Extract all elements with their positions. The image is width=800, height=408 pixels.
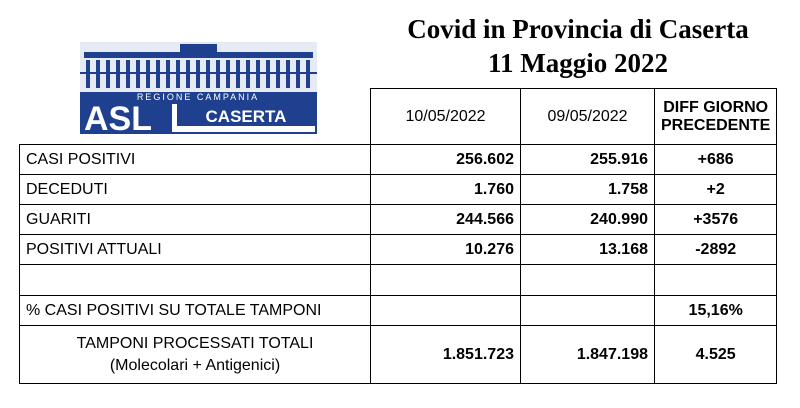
percent-row xyxy=(20,296,777,326)
header-row xyxy=(20,89,777,145)
title-line-1: Covid in Provincia di Caserta xyxy=(407,14,749,44)
empty-cell xyxy=(521,296,655,326)
header-diff-line-2: PRECEDENTE xyxy=(661,116,771,134)
tamponi-label-line-2: (Molecolari + Antigenici) xyxy=(109,356,281,374)
tamponi-value-date-1: 1.851.723 xyxy=(371,326,521,384)
row-value-date-2: 1.758 xyxy=(521,175,655,205)
table-row xyxy=(20,145,777,175)
row-label: CASI POSITIVI xyxy=(20,145,371,175)
logo-region-text: REGIONE CAMPANIA xyxy=(136,92,260,102)
table-row xyxy=(20,235,777,265)
tamponi-label xyxy=(20,326,371,384)
empty-cell xyxy=(521,265,655,296)
header-blank-cell xyxy=(20,89,371,145)
row-value-date-1: 244.566 xyxy=(371,205,521,235)
row-diff: +686 xyxy=(655,145,777,175)
empty-cell xyxy=(371,265,521,296)
row-diff: +2 xyxy=(655,175,777,205)
header-date-1: 10/05/2022 xyxy=(371,89,521,145)
percent-value: 15,16% xyxy=(655,296,777,326)
logo-caserta-text: CASERTA xyxy=(205,107,287,126)
table-row xyxy=(20,175,777,205)
header-diff xyxy=(655,89,777,145)
tamponi-row xyxy=(20,326,777,384)
empty-cell xyxy=(655,265,777,296)
header-diff-line-1: DIFF GIORNO xyxy=(663,98,769,116)
row-diff: -2892 xyxy=(655,235,777,265)
row-value-date-2: 255.916 xyxy=(521,145,655,175)
header-date-2: 09/05/2022 xyxy=(521,89,655,145)
row-value-date-2: 240.990 xyxy=(521,205,655,235)
percent-label: % CASI POSITIVI SU TOTALE TAMPONI xyxy=(20,296,371,326)
title-line-2: 11 Maggio 2022 xyxy=(488,48,668,78)
row-value-date-1: 1.760 xyxy=(371,175,521,205)
row-diff: +3576 xyxy=(655,205,777,235)
row-value-date-1: 10.276 xyxy=(371,235,521,265)
tamponi-diff: 4.525 xyxy=(655,326,777,384)
empty-cell xyxy=(20,265,371,296)
document-title xyxy=(368,12,788,80)
row-label: GUARITI xyxy=(20,205,371,235)
tamponi-value-date-2: 1.847.198 xyxy=(521,326,655,384)
row-label: DECEDUTI xyxy=(20,175,371,205)
covid-data-table xyxy=(19,88,777,384)
row-value-date-2: 13.168 xyxy=(521,235,655,265)
row-label: POSITIVI ATTUALI xyxy=(20,235,371,265)
table-row xyxy=(20,205,777,235)
empty-row xyxy=(20,265,777,296)
row-value-date-1: 256.602 xyxy=(371,145,521,175)
empty-cell xyxy=(371,296,521,326)
logo-asl-text: ASL xyxy=(84,100,152,134)
tamponi-label-line-1: TAMPONI PROCESSATI TOTALI xyxy=(76,334,314,352)
